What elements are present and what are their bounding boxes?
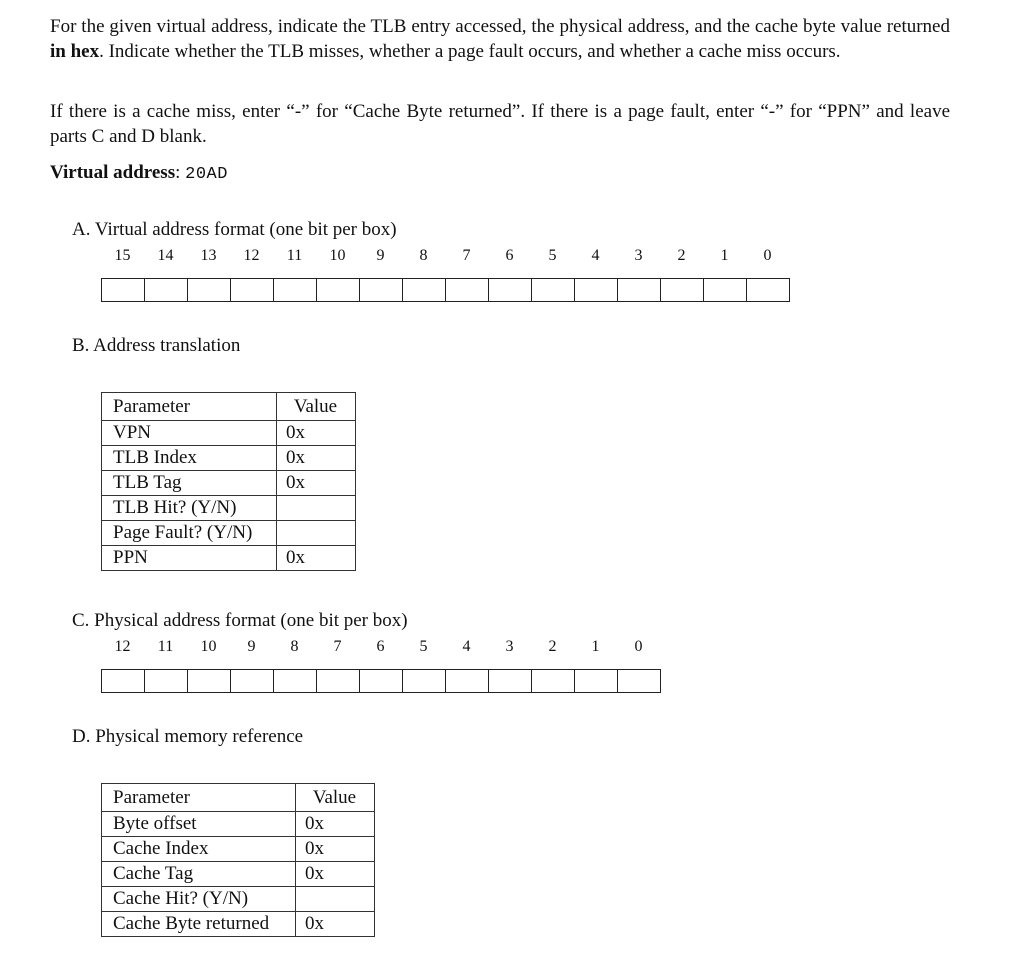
bit-input-box[interactable] bbox=[101, 278, 144, 302]
table-row bbox=[102, 446, 356, 471]
section-b-title: B. Address translation bbox=[72, 335, 241, 356]
bit-label: 5 bbox=[548, 247, 557, 264]
table-row bbox=[102, 521, 356, 546]
bit-input-box[interactable] bbox=[402, 278, 445, 302]
bit-label: 8 bbox=[419, 247, 428, 264]
bit-label: 3 bbox=[505, 638, 514, 655]
value-input-cell[interactable] bbox=[277, 521, 356, 546]
bit-input-box[interactable] bbox=[488, 669, 531, 693]
bit-input-box[interactable] bbox=[445, 669, 488, 693]
header-value: Value bbox=[296, 784, 375, 812]
bit-label: 10 bbox=[329, 247, 346, 264]
pa-bit-labels bbox=[101, 637, 660, 657]
va-bit-row bbox=[101, 278, 790, 302]
bit-label: 7 bbox=[333, 638, 342, 655]
bit-input-box[interactable] bbox=[144, 669, 187, 693]
bit-input-box[interactable] bbox=[617, 278, 660, 302]
bit-input-box[interactable] bbox=[359, 669, 402, 693]
bit-input-box[interactable] bbox=[660, 278, 703, 302]
header-value: Value bbox=[277, 393, 356, 421]
virtual-address-line bbox=[50, 160, 950, 187]
table-row bbox=[102, 812, 375, 837]
bit-label: 6 bbox=[505, 247, 514, 264]
bit-label: 12 bbox=[114, 638, 131, 655]
bit-input-box[interactable] bbox=[617, 669, 661, 693]
bit-label: 12 bbox=[243, 247, 260, 264]
bit-input-box[interactable] bbox=[359, 278, 402, 302]
bit-label: 4 bbox=[591, 247, 600, 264]
section-c-title: C. Physical address format (one bit per box) bbox=[72, 610, 408, 631]
parameter-cell: Cache Tag bbox=[102, 862, 296, 887]
virtual-address-label: Virtual address bbox=[50, 162, 176, 183]
bit-input-box[interactable] bbox=[488, 278, 531, 302]
bit-label: 4 bbox=[462, 638, 471, 655]
parameter-cell: Cache Hit? (Y/N) bbox=[102, 887, 296, 912]
parameter-cell: PPN bbox=[102, 546, 277, 571]
table-row bbox=[102, 496, 356, 521]
bit-label: 7 bbox=[462, 247, 471, 264]
bit-input-box[interactable] bbox=[316, 669, 359, 693]
table-row bbox=[102, 546, 356, 571]
bit-input-box[interactable] bbox=[746, 278, 790, 302]
bit-input-box[interactable] bbox=[101, 669, 144, 693]
table-header-row bbox=[102, 393, 356, 421]
table-row bbox=[102, 471, 356, 496]
table-row bbox=[102, 887, 375, 912]
table-row bbox=[102, 912, 375, 937]
value-input-cell[interactable] bbox=[296, 887, 375, 912]
value-input-cell[interactable]: 0x bbox=[277, 421, 356, 446]
section-a-title: A. Virtual address format (one bit per box) bbox=[72, 219, 397, 240]
header-parameter: Parameter bbox=[102, 393, 277, 421]
bit-input-box[interactable] bbox=[574, 669, 617, 693]
bit-label: 15 bbox=[114, 247, 131, 264]
bit-label: 13 bbox=[200, 247, 217, 264]
bit-input-box[interactable] bbox=[230, 669, 273, 693]
value-input-cell[interactable]: 0x bbox=[277, 546, 356, 571]
parameter-cell: TLB Hit? (Y/N) bbox=[102, 496, 277, 521]
bit-input-box[interactable] bbox=[445, 278, 488, 302]
bit-label: 14 bbox=[157, 247, 174, 264]
parameter-cell: Page Fault? (Y/N) bbox=[102, 521, 277, 546]
bit-label: 10 bbox=[200, 638, 217, 655]
parameter-cell: TLB Index bbox=[102, 446, 277, 471]
instructions-paragraph-2: If there is a cache miss, enter “-” for “Cache Byte returned”. If there is a page fault, enter “-” for “PPN” and leave parts C and D blank. bbox=[50, 101, 950, 147]
value-input-cell[interactable]: 0x bbox=[296, 837, 375, 862]
value-input-cell[interactable] bbox=[277, 496, 356, 521]
physical-memory-reference-table bbox=[101, 783, 375, 937]
parameter-cell: Cache Byte returned bbox=[102, 912, 296, 937]
bit-label: 9 bbox=[247, 638, 256, 655]
bit-label: 9 bbox=[376, 247, 385, 264]
bit-label: 2 bbox=[548, 638, 557, 655]
bit-label: 8 bbox=[290, 638, 299, 655]
bit-input-box[interactable] bbox=[273, 669, 316, 693]
parameter-cell: Cache Index bbox=[102, 837, 296, 862]
bit-label: 0 bbox=[634, 638, 643, 655]
instructions-bold-hex: in hex bbox=[50, 41, 100, 62]
address-translation-table bbox=[101, 392, 356, 571]
bit-label: 1 bbox=[591, 638, 600, 655]
bit-input-box[interactable] bbox=[273, 278, 316, 302]
value-input-cell[interactable]: 0x bbox=[277, 471, 356, 496]
table-row bbox=[102, 421, 356, 446]
value-input-cell[interactable]: 0x bbox=[296, 912, 375, 937]
bit-label: 5 bbox=[419, 638, 428, 655]
bit-input-box[interactable] bbox=[144, 278, 187, 302]
value-input-cell[interactable]: 0x bbox=[296, 812, 375, 837]
bit-input-box[interactable] bbox=[230, 278, 273, 302]
table-row bbox=[102, 837, 375, 862]
bit-input-box[interactable] bbox=[531, 669, 574, 693]
bit-label: 0 bbox=[763, 247, 772, 264]
bit-input-box[interactable] bbox=[402, 669, 445, 693]
section-d-title: D. Physical memory reference bbox=[72, 726, 304, 747]
bit-label: 6 bbox=[376, 638, 385, 655]
bit-label: 11 bbox=[157, 638, 174, 655]
pa-bit-row bbox=[101, 669, 661, 693]
parameter-cell: VPN bbox=[102, 421, 277, 446]
va-bit-labels bbox=[101, 246, 789, 266]
bit-label: 3 bbox=[634, 247, 643, 264]
virtual-address-colon: : bbox=[175, 162, 181, 183]
value-input-cell[interactable]: 0x bbox=[277, 446, 356, 471]
table-row bbox=[102, 862, 375, 887]
virtual-address-value: 20AD bbox=[185, 165, 228, 184]
header-parameter: Parameter bbox=[102, 784, 296, 812]
bit-label: 1 bbox=[720, 247, 729, 264]
parameter-cell: TLB Tag bbox=[102, 471, 277, 496]
parameter-cell: Byte offset bbox=[102, 812, 296, 837]
bit-label: 11 bbox=[286, 247, 303, 264]
bit-input-box[interactable] bbox=[703, 278, 746, 302]
bit-input-box[interactable] bbox=[574, 278, 617, 302]
table-header-row bbox=[102, 784, 375, 812]
bit-input-box[interactable] bbox=[316, 278, 359, 302]
bit-input-box[interactable] bbox=[187, 669, 230, 693]
instructions-paragraph-1 bbox=[50, 14, 950, 64]
bit-input-box[interactable] bbox=[187, 278, 230, 302]
instructions-text-2: . Indicate whether the TLB misses, whether a page fault occurs, and whether a cache miss occurs. bbox=[99, 41, 841, 62]
instructions-text-1: For the given virtual address, indicate the TLB entry accessed, the physical address, and the cache byte value returned bbox=[50, 16, 950, 37]
bit-input-box[interactable] bbox=[531, 278, 574, 302]
value-input-cell[interactable]: 0x bbox=[296, 862, 375, 887]
bit-label: 2 bbox=[677, 247, 686, 264]
